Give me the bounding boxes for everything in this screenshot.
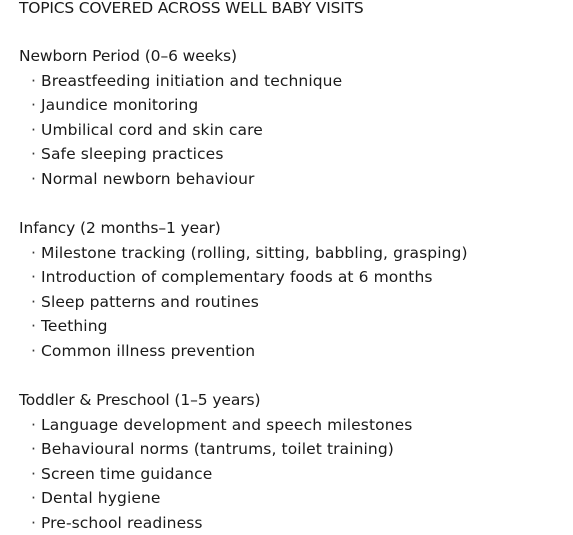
list-item — [19, 69, 569, 93]
list-item — [19, 167, 569, 191]
bullet-icon: · — [31, 72, 37, 90]
list-item-text: Safe sleeping practices — [41, 145, 224, 164]
section-heading: Newborn Period (0–6 weeks) — [19, 47, 237, 65]
section-heading: Toddler & Preschool (1–5 years) — [19, 391, 261, 410]
list-item-text: Jaundice monitoring — [41, 96, 199, 115]
list-item — [19, 462, 569, 486]
list-item-text: Common illness prevention — [41, 341, 256, 360]
list-item — [19, 314, 569, 338]
list-item-text: Dental hygiene — [41, 489, 161, 508]
bullet-icon: · — [31, 244, 37, 263]
list-item-text: Teething — [41, 317, 108, 336]
section-toddler-preschool — [19, 389, 569, 535]
bullet-icon: · — [31, 145, 37, 164]
bullet-icon: · — [31, 268, 37, 287]
section-infancy — [19, 217, 569, 363]
list-item-text: Language development and speech milestones — [41, 416, 413, 435]
list-item — [19, 93, 569, 117]
list-item — [19, 142, 569, 166]
list-item — [19, 290, 569, 314]
list-item-text: Normal newborn behaviour — [41, 169, 255, 188]
list-item-text: Milestone tracking (rolling, sitting, babbling, grasping) — [41, 244, 468, 263]
list-item — [19, 339, 569, 363]
list-item — [19, 486, 569, 510]
document-title: TOPICS COVERED ACROSS WELL BABY VISITS — [19, 0, 364, 17]
bullet-icon: · — [31, 317, 37, 336]
topic-list — [19, 241, 569, 363]
topic-list — [19, 69, 569, 191]
bullet-icon: · — [31, 120, 37, 139]
list-item — [19, 437, 569, 461]
topic-list — [19, 413, 569, 535]
list-item — [19, 511, 569, 535]
bullet-icon: · — [31, 292, 37, 311]
bullet-icon: · — [31, 416, 37, 435]
list-item — [19, 265, 569, 289]
section-heading: Infancy (2 months–1 year) — [19, 219, 221, 238]
bullet-icon: · — [31, 489, 37, 508]
document-body — [19, 0, 569, 535]
bullet-icon: · — [31, 169, 37, 188]
bullet-icon: · — [31, 96, 37, 115]
bullet-icon: · — [31, 513, 37, 532]
list-item — [19, 413, 569, 437]
list-item — [19, 118, 569, 142]
bullet-icon: · — [31, 341, 37, 360]
section-newborn-period — [19, 45, 569, 191]
list-item-text: Screen time guidance — [41, 464, 213, 483]
bullet-icon: · — [31, 464, 37, 483]
bullet-icon: · — [31, 440, 37, 459]
list-item-text: Umbilical cord and skin care — [41, 120, 263, 139]
list-item-text: Pre-school readiness — [41, 513, 203, 532]
list-item-text: Introduction of complementary foods at 6 months — [41, 268, 433, 287]
list-item-text: Behavioural norms (tantrums, toilet training) — [41, 440, 394, 459]
list-item — [19, 241, 569, 265]
list-item-text: Breastfeeding initiation and technique — [41, 72, 343, 90]
list-item-text: Sleep patterns and routines — [41, 292, 259, 311]
